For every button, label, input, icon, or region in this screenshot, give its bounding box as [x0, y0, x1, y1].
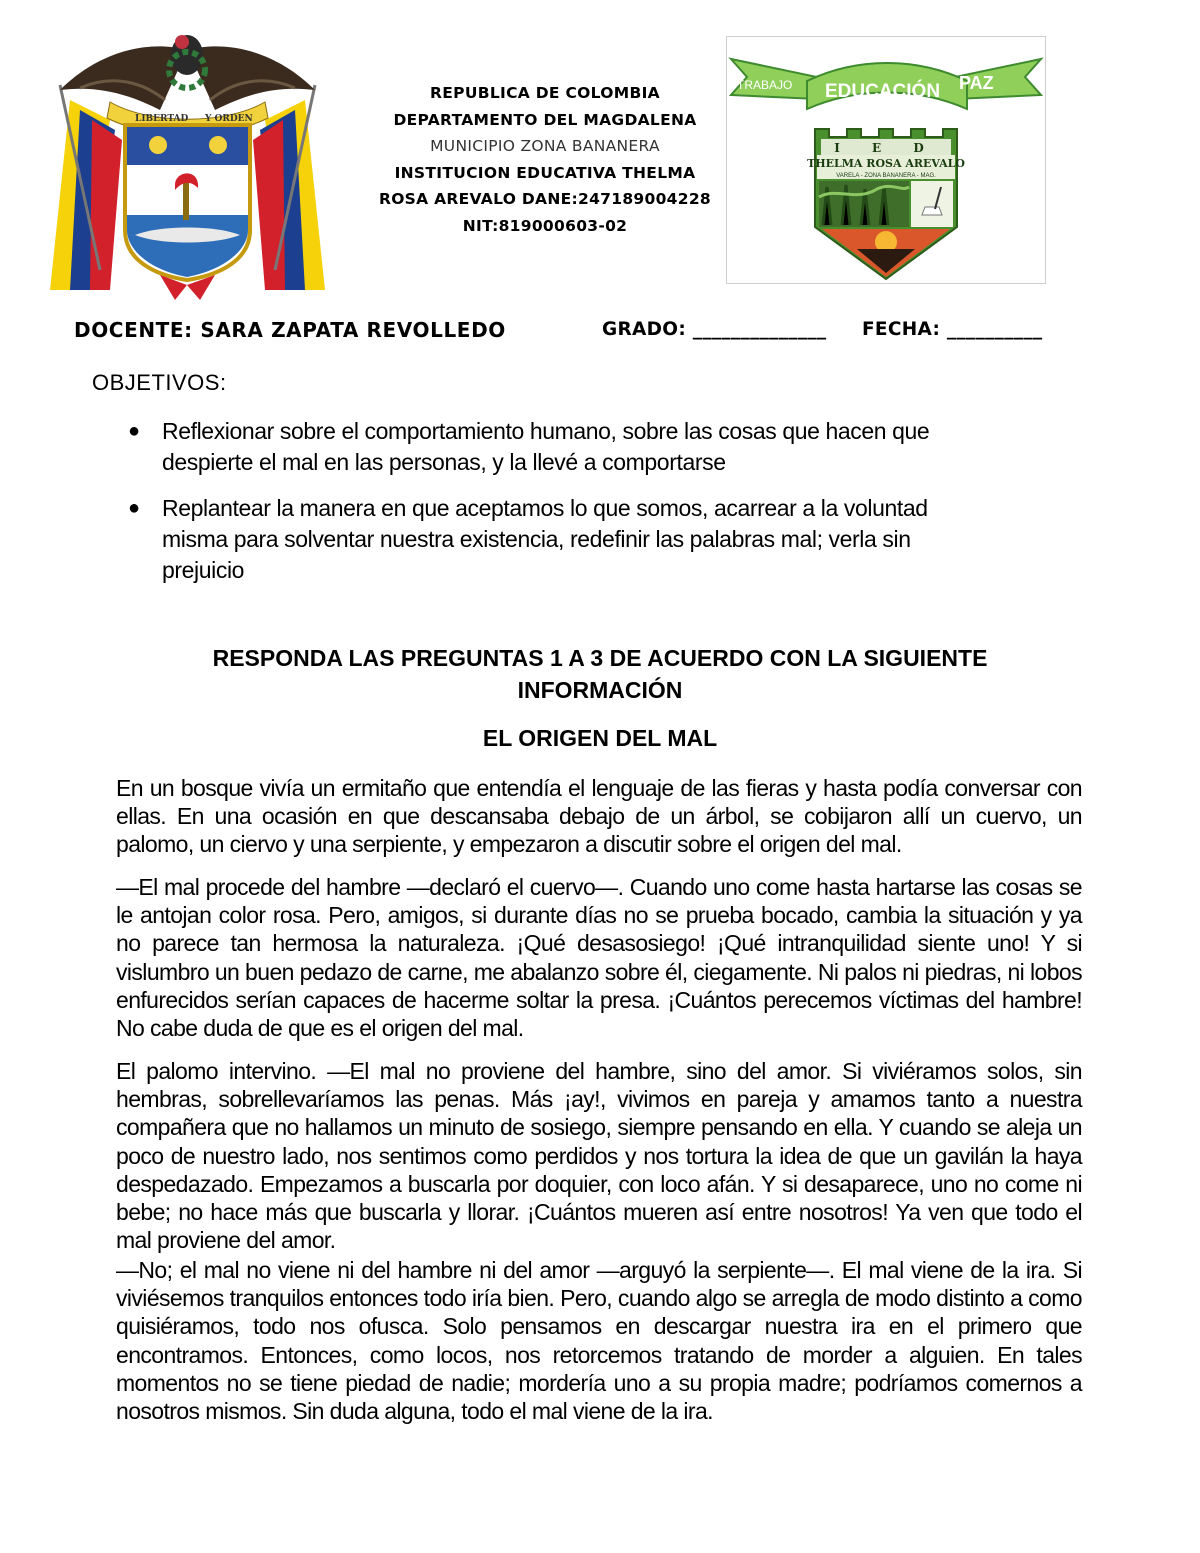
story-paragraph-3: El palomo intervino. —El mal no proviene del hambre, sino del amor. Si viviéramos solos, sin hembras, sobrellevaríamos las penas. Más ¡ay!, vivimos en pareja y amamos tanto a nuestra compañera que no hallamos un minuto de sosiego, siempre pensando en ella. Y cuando se aleja un poco de nuestro lado, nos sentimos como perdidos y nos tortura la idea de que un gavilán la haya despedazado. Empezamos a buscarla por doquier, con loco afán. Y si desaparece, uno no come ni bebe; no hace más que buscarla y llorar. ¡Cuántos mueren así entre nosotros! Ya ven que todo el mal proviene del amor.: [116, 1058, 1082, 1254]
story-paragraph-1: En un bosque vivía un ermitaño que entendía el lenguaje de las fieras y hasta podía conversar con ellas. En una ocasión en que descansaba debajo de un árbol, se cobijaron allí un cuervo, un palomo, un ciervo y una serpiente, y empezaron a discutir sobre el origen del mal.: [116, 775, 1082, 858]
school-logo-image: [726, 36, 1046, 284]
story-paragraph-4: —No; el mal no viene ni del hambre ni del amor —arguyó la serpiente—. El mal viene de la ira. Si viviésemos tranquilos entonces todo iría bien. Pero, cuando algo se arregla de modo distinto a como quisiéramos, todo nos ofusca. Solo pensamos en descargar nuestra ira en el primero que encontramos. Entonces, como locos, nos retorcemos tratando de morder a alguien. En tales momentos no se tiene piedad de nadie; mordería uno a su propia madre; podríamos comernos a nosotros mismos. Sin duda alguna, todo el mal viene de la ira.: [116, 1257, 1082, 1425]
teacher-label: DOCENTE: SARA ZAPATA REVOLLEDO: [74, 318, 506, 342]
instructions-line-1: RESPONDA LAS PREGUNTAS 1 A 3 DE ACUERDO CON LA SIGUIENTE: [212, 645, 988, 671]
institution-header: [345, 80, 745, 239]
story-paragraph-2: —El mal procede del hambre —declaró el cuervo—. Cuando uno come hasta hartarse las cosas se le antojan color rosa. Pero, amigos, si durante días no se prueba bocado, cambia la situación y ya no parece tan hermosa la naturaleza. ¡Qué desasosiego! ¡Qué intranquilidad siente uno! Y si vislumbro un buen pedazo de carne, me abalanzo sobre él, ciegamente. Ni palos ni piedras, ni lobos enfurecidos serían capaces de hacerme soltar la presa. ¡Cuántos perecemos víctimas del hambre! No cabe duda de que es el origen del mal.: [116, 874, 1082, 1042]
objective-item: Replantear la manera en que aceptamos lo que somos, acarrear a la voluntad misma para solventar nuestra existencia, redefinir las palabras mal; verla sin prejuicio: [162, 495, 928, 583]
header-line-municipality: MUNICIPIO ZONA BANANERA: [430, 137, 660, 155]
instructions-heading: [150, 642, 1050, 706]
svg-text:LIBERTAD: LIBERTAD: [135, 114, 189, 124]
logo-banner-left: TRABAJO: [737, 78, 793, 92]
objectives-title: OBJETIVOS:: [92, 370, 227, 395]
logo-subtitle: VARELA - ZONA BANANERA - MAG.: [836, 173, 936, 179]
logo-banner-center: EDUCACIÓN: [825, 81, 941, 102]
teacher-info-row: [74, 318, 1084, 342]
header-line-nit: NIT:819000603-02: [462, 216, 628, 235]
svg-text:Y ORDEN: Y ORDEN: [205, 114, 253, 124]
header-line-country: REPUBLICA DE COLOMBIA: [430, 84, 660, 102]
header-line-institution: INSTITUCION EDUCATIVA THELMA: [394, 163, 696, 182]
header-line-dane: ROSA AREVALO DANE:247189004228: [378, 190, 712, 208]
logo-school-name: THELMA ROSA AREVALO: [807, 157, 965, 170]
logo-letters: I E D: [834, 141, 938, 155]
logo-banner-right: PAZ: [959, 73, 994, 93]
date-field: FECHA: __________: [862, 319, 1043, 340]
bullet-icon: ●: [128, 420, 141, 442]
grade-field: GRADO: ______________: [602, 319, 827, 340]
bullet-icon: ●: [128, 497, 141, 519]
instructions-line-2: INFORMACIÓN: [517, 677, 683, 703]
objective-item: Reflexionar sobre el comportamiento humano, sobre las cosas que hacen que despierte el mal en las personas, y la llevé a comportarse: [162, 418, 930, 475]
story-title: EL ORIGEN DEL MAL: [482, 725, 718, 751]
header-line-department: DEPARTAMENTO DEL MAGDALENA: [393, 110, 697, 129]
coat-of-arms-image: [40, 30, 335, 300]
